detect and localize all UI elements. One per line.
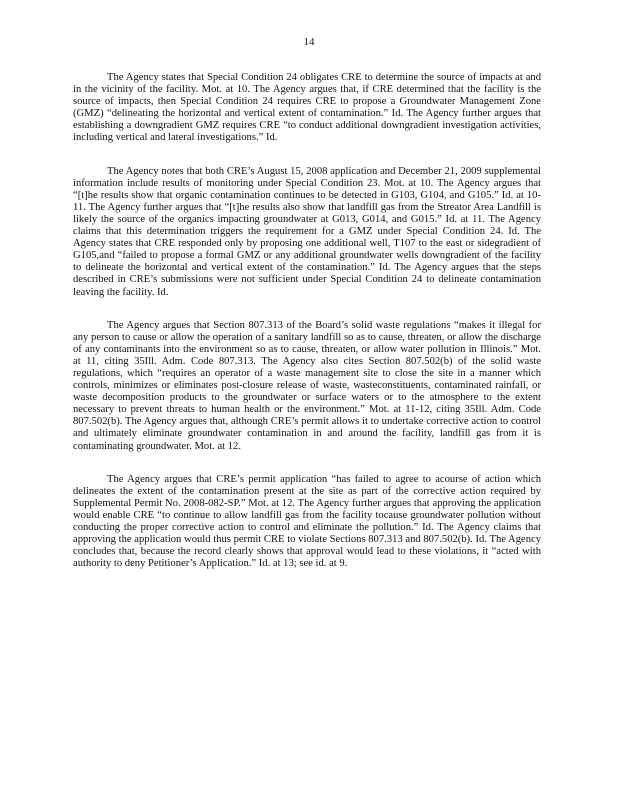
paragraph-text: The Agency argues that CRE’s permit application “has failed to agree to acourse of action which delineates the extent of the contamination present at the site as part of the corrective action required by Supplemental Permit No. 2008-082-SP.” Mot. at 12. The Agency further argues that approving the application would enable CRE “to continue to allow landfill gas from the facility tocause groundwater pollution without conducting the proper corrective action to control and eliminate the pollution.” Id. The Agency claims that approving the application would thus permit CRE to violate Sections 807.313 and 807.502(b). Id. The Agency concludes that, because the record clearly shows that approval would lead to these violations, it “acted with authority to deny Petitioner’s Application.” Id. at 13; see id. at 9. — [73, 473, 541, 570]
paragraph-text: The Agency argues that Section 807.313 of the Board’s solid waste regulations “makes it illegal for any person to cause or allow the operation of a sanitary landfill so as to cause, threaten, or allow the discharge of any contaminants into the environment so as to cause, threaten, or allow water pollution in Illinois.” Mot. at 11, citing 35Ill. Adm. Code 807.313. The Agency also cites Section 807.502(b) of the solid waste regulations, which “requires an operator of a waste management site to close the site in a manner which controls, minimizes or eliminates post-closure release of waste, wasteconstituents, contaminated rainfall, or waste decomposition products to the groundwater or surface waters or to the atmosphere to the extent necessary to prevent threats to human health or the environment.” Mot. at 11-12, citing 35Ill. Adm. Code 807.502(b). The Agency argues that, although CRE’s permit allows it to undertake corrective action to control and ultimately eliminate groundwater contamination in and around the facility, landfill gas from it is contaminating groundwater. Mot. at 12. — [73, 319, 541, 452]
paragraph-text: The Agency notes that both CRE’s August 15, 2008 application and December 21, 2009 supplemental information include results of monitoring under Special Condition 23. Mot. at 10. The Agency argues that “[t]he results show that organic contamination continues to be detected in G103, G104, and G105.” Id. at 10-11. The Agency further argues that “[t]he results also show that landfill gas from the Streator Area Landfill is likely the source of the organics impacting groundwater at G013, G014, and G015.” Id. at 11. The Agency claims that this determination triggers the requirement for a GMZ under Special Condition 24. Id. The Agency states that CRE responded only by proposing one additional well, T107 to the east or sidegradient of G105,and “failed to propose a formal GMZ or any additional groundwater wells downgradient of the facility to delineate the horizontal and vertical extent of the contamination.” Id. The Agency argues that the steps described in CRE’s submissions were not sufficient under Special Condition 24 to delineate contamination leaving the facility. Id. — [73, 165, 541, 298]
paragraph-permit-application — [73, 474, 541, 571]
document-body — [73, 72, 541, 591]
paragraph-agency-special-condition-24 — [73, 72, 541, 145]
paragraph-text: The Agency states that Special Condition 24 obligates CRE to determine the source of impacts at and in the vicinity of the facility. Mot. at 10. The Agency argues that, if CRE determined that the facility is the source of impacts, then Special Condition 24 requires CRE to propose a Groundwater Management Zone (GMZ) “delineating the horizontal and vertical extent of contamination.” Id. The Agency further argues that establishing a downgradient GMZ requires CRE “to conduct additional downgradient investigation activities, including vertical and lateral investigations.” Id. — [73, 72, 541, 144]
page-number: 14 — [303, 36, 315, 48]
paragraph-monitoring-results — [73, 166, 541, 299]
paragraph-section-807-313 — [73, 320, 541, 453]
